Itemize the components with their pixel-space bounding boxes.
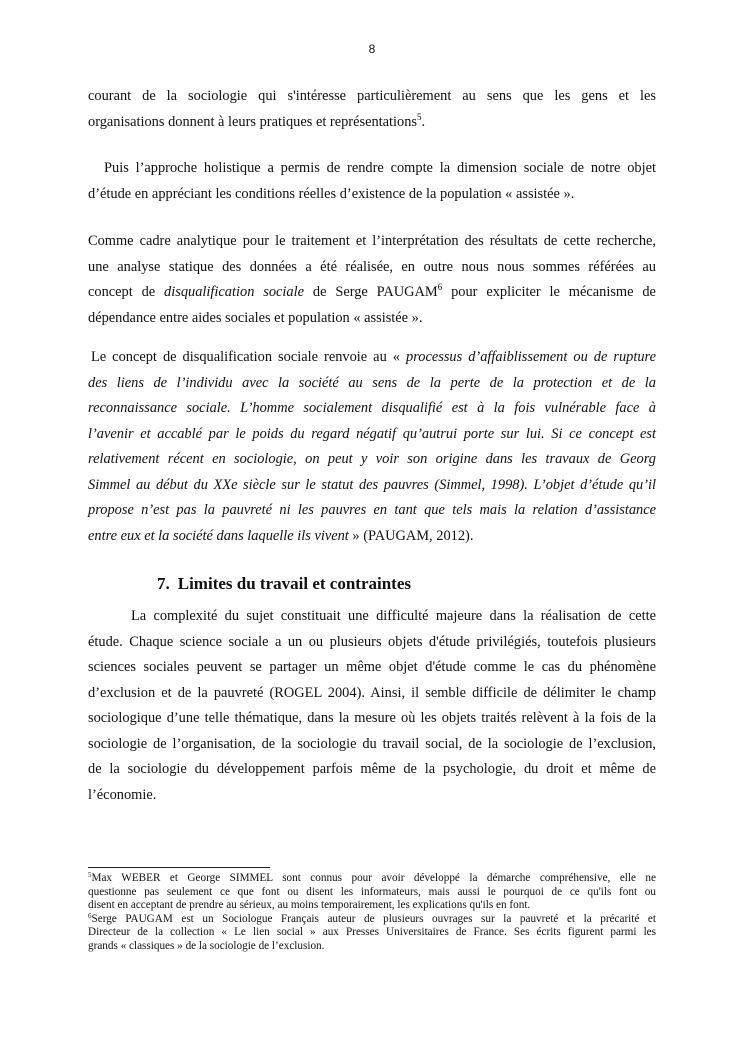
footnotes	[88, 872, 656, 954]
footnote-ref-5[interactable]: 5	[417, 111, 422, 122]
italic-term: disqualification sociale	[164, 284, 305, 300]
paragraph-3	[88, 229, 656, 331]
italic-quote: des liens de l’individu avec la société au sens de la perte de la protection et de la	[88, 374, 656, 391]
italic-quote: relativement récent en sociologie, on peut y voir son origine dans les travaux de Georg	[88, 451, 656, 467]
text-segment: Max WEBER et George SIMMEL sont connus pour avoir développé la démarche compréhensive, elle ne	[91, 872, 656, 884]
footnote-6-line	[88, 913, 656, 927]
italic-quote: propose n’est pas la pauvreté ni les pauvres en tant que tels mais la relation d’assistance	[88, 502, 656, 518]
text-segment: » (PAUGAM, 2012).	[352, 527, 474, 544]
text-line	[88, 280, 656, 306]
footnote-ref-6[interactable]: 6	[437, 282, 443, 292]
text-line	[88, 371, 656, 397]
text-line: courant de la sociologie qui s'intéresse particulièrement au sens que les gens et les	[88, 88, 656, 104]
text-line	[88, 110, 656, 136]
text-line	[88, 422, 656, 448]
footnote-marker-6: 6	[88, 911, 92, 920]
text-line	[88, 524, 656, 550]
text-line: dépendance entre aides sociales et population « assistée ».	[88, 309, 423, 326]
text-line: Comme cadre analytique pour le traitement et l’interprétation des résultats de cette recherche,	[88, 233, 656, 249]
text-segment: .	[421, 113, 426, 130]
text-line: l’économie.	[88, 786, 157, 803]
italic-quote: entre eux et la société dans laquelle ils vivent	[88, 527, 349, 544]
italic-quote: processus d’affaiblissement ou de rupture	[406, 349, 656, 365]
paragraph-2	[88, 156, 656, 207]
text-line: La complexité du sujet constituait une difficulté majeure dans la réalisation de cette	[131, 608, 656, 624]
text-segment: pour expliciter le mécanisme de	[451, 284, 656, 300]
page-number: 8	[368, 42, 376, 56]
footnote-5-line	[88, 872, 656, 886]
italic-quote: reconnaissance sociale. L’homme socialement disqualifié est à la fois vulnérable face à	[88, 400, 656, 416]
text-line	[88, 447, 656, 473]
text-line: Puis l’approche holistique a permis de rendre compte la dimension sociale de notre objet	[104, 160, 656, 176]
italic-quote: Simmel au début du XXe siècle sur le statut des pauvres (Simmel, 1998). L’objet d’étude qu’il	[88, 476, 656, 493]
text-line	[88, 396, 656, 422]
text-segment: organisations donnent à leurs pratiques et représentations	[88, 113, 418, 130]
text-line: sociologique d’une telle thématique, dans la mesure où les objets traités relèvent à la fois de la	[88, 710, 656, 726]
section-number: 7.	[157, 574, 170, 593]
footnote-5-line: disent en acceptant de prendre au sérieux, au moins temporairement, les explications qu'ils en font.	[88, 899, 531, 912]
section-heading	[157, 574, 411, 594]
text-segment: de Serge PAUGAM	[312, 284, 438, 300]
text-line: sociologie de l’organisation, de la sociologie du travail social, de la sociologie de l’exclusion,	[88, 735, 656, 752]
text-line: d’étude en appréciant les conditions réelles d’existence de la population « assistée ».	[88, 185, 575, 202]
footnote-6-line: Directeur de la collection « Le lien social » aux Presses Universitaires de France. Ses écrits figurent parmi les	[88, 926, 656, 939]
text-line	[88, 473, 656, 499]
text-segment: concept de	[88, 284, 156, 300]
text-line: de la sociologie du développement parfois même de la psychologie, du droit et même de	[88, 761, 656, 777]
text-line	[88, 345, 656, 371]
section-title: Limites du travail et contraintes	[177, 574, 411, 593]
text-line: une analyse statique des données a été réalisée, en outre nous nous sommes référées au	[88, 258, 656, 275]
paragraph-4	[88, 345, 656, 549]
footnote-5-line: questionne pas seulement ce que font ou disent les informateurs, mais aussi le pourquoi de ce qu'ils font ou	[88, 885, 656, 898]
text-segment: Le concept de disqualification sociale renvoie au «	[91, 349, 400, 365]
text-line: sciences sociales peuvent se partager un même objet d'étude comme le cas du phénomène	[88, 659, 656, 675]
italic-quote: l’avenir et accablé par le poids du regard négatif qu’autrui porte sur lui. Si ce concept est	[88, 425, 656, 442]
text-line: étude. Chaque science sociale a un ou plusieurs objets d'étude privilégiés, toutefois plusieurs	[88, 633, 656, 650]
text-line	[88, 498, 656, 524]
paragraph-5	[88, 604, 656, 808]
text-line: d’exclusion et de la pauvreté (ROGEL 2004). Ainsi, il semble difficile de délimiter le champ	[88, 684, 656, 701]
paragraph-1	[88, 84, 656, 135]
footnote-marker-5: 5	[88, 871, 92, 879]
footnote-separator	[88, 867, 270, 868]
text-segment: Serge PAUGAM est un Sociologue Français auteur de plusieurs ouvrages sur la pauvreté et la précarité et	[91, 912, 656, 925]
footnote-6-line: grands « classiques » de la sociologie de l’exclusion.	[88, 939, 325, 952]
